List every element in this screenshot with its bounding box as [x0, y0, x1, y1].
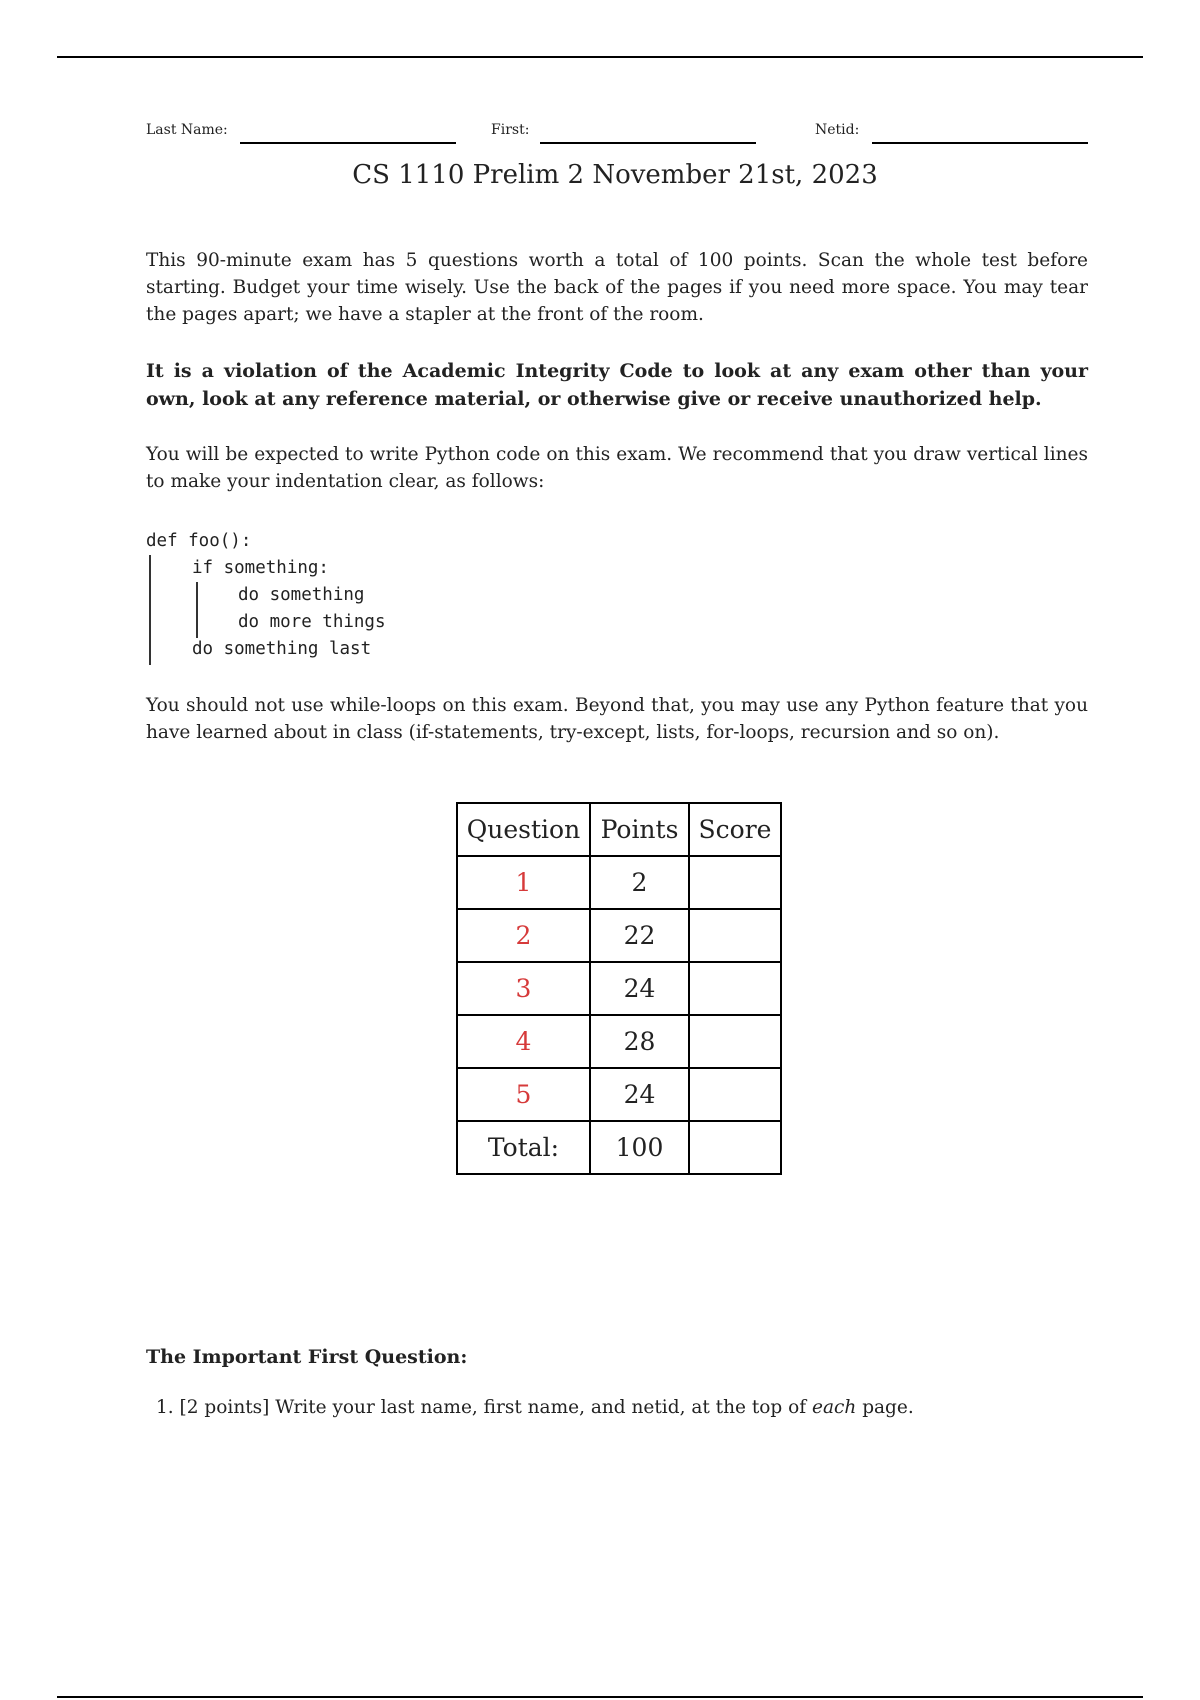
points-cell: 22 [590, 909, 689, 962]
question-number[interactable]: 4 [457, 1015, 590, 1068]
points-cell: 2 [590, 856, 689, 909]
question-number[interactable]: 1 [457, 856, 590, 909]
points-cell: 24 [590, 962, 689, 1015]
question-number[interactable]: 5 [457, 1068, 590, 1121]
question-points: [2 points] [179, 1397, 270, 1418]
bottom-rule [57, 1696, 1143, 1698]
first-name-label: First: [491, 122, 530, 138]
total-points: 100 [590, 1121, 689, 1174]
code-line: do something last [192, 639, 372, 659]
code-line: do more things [238, 612, 386, 632]
question-number[interactable]: 3 [457, 962, 590, 1015]
code-line: if something: [192, 558, 329, 578]
while-loop-note: You should not use while-loops on this exam. Beyond that, you may use any Python feature that you have learned about in class (if-statements, try-except, lists, for-loops, recursion and so on). [146, 695, 1088, 743]
top-rule [57, 56, 1143, 58]
question-number[interactable]: 2 [457, 909, 590, 962]
column-header: Question [457, 803, 590, 856]
score-cell[interactable] [689, 1068, 781, 1121]
netid-field[interactable] [872, 142, 1088, 144]
table-row [457, 1068, 781, 1121]
table-row [457, 856, 781, 909]
table-row [457, 909, 781, 962]
last-name-label: Last Name: [146, 122, 228, 138]
first-question-heading: The Important First Question: [146, 1346, 468, 1368]
question-emphasis: each [812, 1397, 857, 1418]
python-note: You will be expected to write Python code on this exam. We recommend that you draw vertical lines to make your indentation clear, as follows: [146, 444, 1088, 492]
intro-paragraph: This 90-minute exam has 5 questions worth a total of 100 points. Scan the whole test before starting. Budget your time wisely. Use the back of the pages if you need more space. You may tear the pages apart; we have a stapler at the front of the room. [146, 250, 1088, 325]
integrity-notice: It is a violation of the Academic Integrity Code to look at any exam other than your own, look at any reference material, or otherwise give or receive unauthorized help. [146, 360, 1088, 410]
score-cell[interactable] [689, 1015, 781, 1068]
total-row [457, 1121, 781, 1174]
code-line: def foo(): [146, 531, 252, 551]
table-header-row [457, 803, 781, 856]
code-line: do something [238, 585, 365, 605]
score-cell[interactable] [689, 962, 781, 1015]
indent-guide [196, 582, 198, 638]
netid-label: Netid: [815, 122, 860, 138]
first-name-field[interactable] [540, 142, 756, 144]
question-text: Write your last name, first name, and netid, at the top of [275, 1397, 807, 1418]
last-name-field[interactable] [240, 142, 456, 144]
exam-title: CS 1110 Prelim 2 November 21st, 2023 [352, 160, 878, 190]
points-cell: 24 [590, 1068, 689, 1121]
question-text-end: page. [862, 1397, 914, 1418]
table-row [457, 962, 781, 1015]
points-cell: 28 [590, 1015, 689, 1068]
column-header: Points [590, 803, 689, 856]
score-cell[interactable] [689, 856, 781, 909]
total-label: Total: [457, 1121, 590, 1174]
question-1 [156, 1397, 914, 1418]
table-row [457, 1015, 781, 1068]
question-number-label: 1. [156, 1397, 174, 1418]
score-table [456, 802, 782, 1175]
score-cell[interactable] [689, 909, 781, 962]
indent-guide [149, 555, 151, 665]
column-header: Score [689, 803, 781, 856]
name-fields [146, 118, 1088, 148]
total-score-cell[interactable] [689, 1121, 781, 1174]
